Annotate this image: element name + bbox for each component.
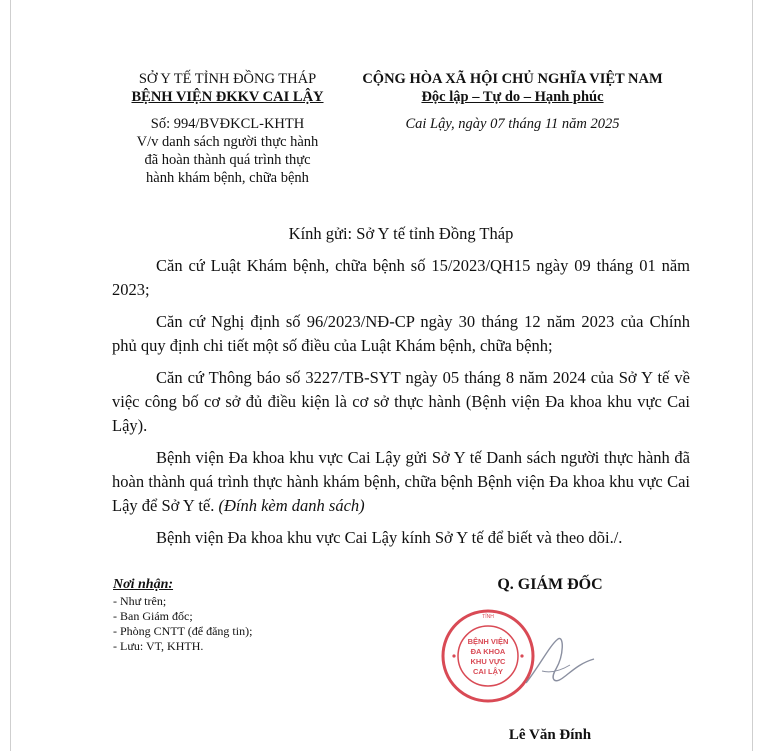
document-body [112, 222, 690, 558]
attachment-note: (Đính kèm danh sách) [218, 496, 365, 515]
nation-title: CỘNG HÒA XÃ HỘI CHỦ NGHĨA VIỆT NAM [362, 71, 663, 87]
closing-paragraph: Bệnh viện Đa khoa khu vực Cai Lậy kính Sở Y tế để biết và theo dõi./. [156, 528, 623, 547]
main-paragraph [112, 446, 690, 518]
place-and-date: Cai Lậy, ngày 07 tháng 11 năm 2025 [405, 116, 620, 132]
subject-line-1: V/v danh sách người thực hành [136, 134, 319, 150]
recipient-item: - Lưu: VT, KHTH. [113, 639, 204, 653]
recipient-item: - Ban Giám đốc; [113, 609, 193, 623]
greeting: Kính gửi: Sở Y tế tỉnh Đồng Tháp [288, 224, 514, 243]
signer-name: Lê Văn Đính [508, 727, 592, 743]
organization-name: BỆNH VIỆN ĐKKV CAI LẬY [131, 89, 324, 105]
recipient-item: - Phòng CNTT (để đăng tin); [113, 624, 253, 638]
seal-line: CAI LẬY [473, 667, 503, 676]
legal-basis-3: Căn cứ Thông báo số 3227/TB-SYT ngày 05 tháng 8 năm 2024 của Sở Y tế về việc công bố cơ sở đủ điều kiện là cơ sở thực hành (Bệnh viện Đa khoa khu vực Cai Lậy). [112, 368, 690, 435]
recipient-item: - Như trên; [113, 594, 167, 608]
document-number: Số: 994/BVĐKCL-KHTH [150, 116, 305, 132]
seal-line: BỆNH VIỆN [467, 637, 509, 646]
recipients-title: Nơi nhận: [113, 577, 174, 592]
legal-basis-2: Căn cứ Nghị định số 96/2023/NĐ-CP ngày 30 tháng 12 năm 2023 của Chính phủ quy định chi tiết một số điều của Luật Khám bệnh, chữa bệnh; [112, 312, 690, 355]
issuing-agency-block [100, 70, 355, 187]
seal-line: ĐA KHOA [470, 647, 506, 656]
handwritten-signature-icon [520, 625, 600, 695]
page-edge-right [752, 0, 753, 751]
legal-basis-1: Căn cứ Luật Khám bệnh, chữa bệnh số 15/2023/QH15 ngày 09 tháng 01 năm 2023; [112, 256, 690, 299]
signatory-title: Q. GIÁM ĐỐC [497, 576, 603, 593]
subject-line-2: đã hoàn thành quá trình thực [144, 152, 311, 168]
national-motto: Độc lập – Tự do – Hạnh phúc [421, 89, 604, 105]
national-header-block [345, 70, 680, 133]
page-edge-left [10, 0, 11, 751]
recipients-block [113, 577, 252, 654]
main-text: Bệnh viện Đa khoa khu vực Cai Lậy gửi Sở Y tế Danh sách người thực hành đã hoàn thành quá trình thực hành khám bệnh, chữa bệnh Bệnh viện Đa khoa khu vực Cai Lậy để Sở Y tế. [112, 448, 690, 515]
seal-line: KHU VỰC [470, 657, 506, 666]
subject-line-3: hành khám bệnh, chữa bệnh [146, 170, 309, 186]
parent-organization: SỞ Y TẾ TỈNH ĐỒNG THÁP [138, 71, 317, 87]
svg-text:TỈNH: TỈNH [482, 614, 494, 620]
